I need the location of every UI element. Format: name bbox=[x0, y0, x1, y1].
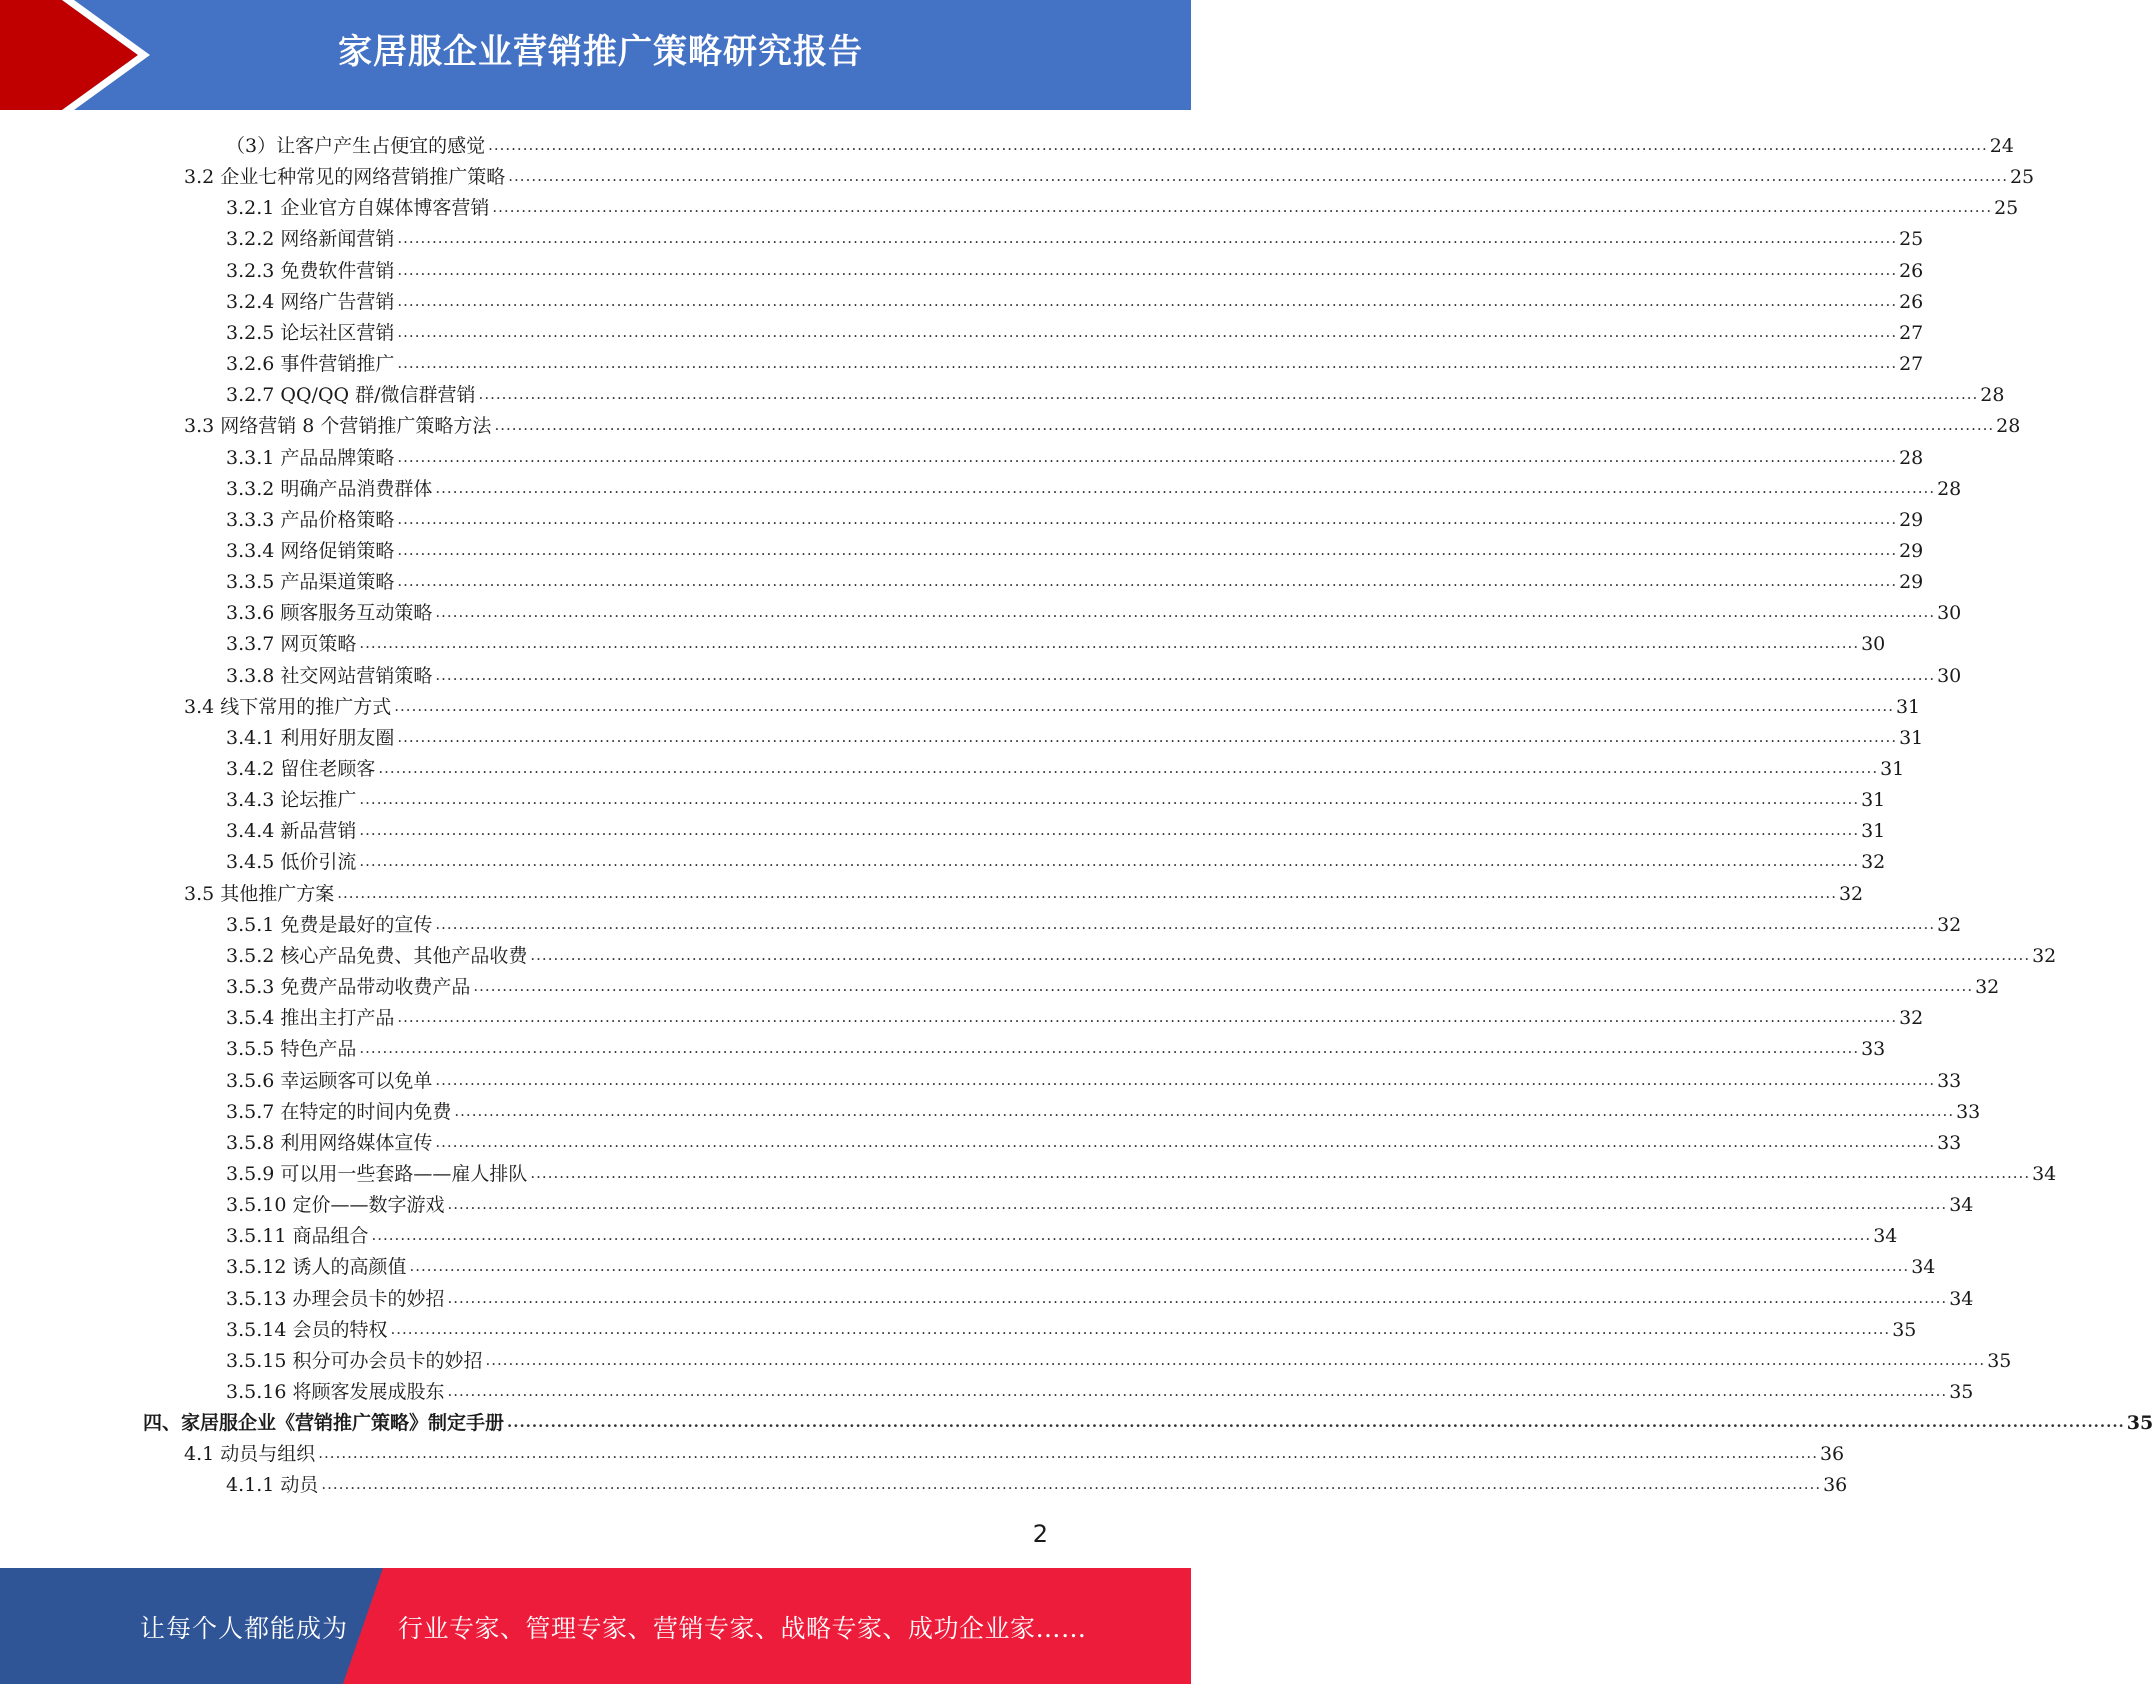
toc-entry-page: 34 bbox=[1873, 1225, 1898, 1248]
toc-entry-page: 32 bbox=[1975, 976, 2000, 999]
toc-leader-dots: .................................................................................................................................................................................................................................................................... bbox=[435, 914, 1936, 933]
toc-entry-page: 34 bbox=[1949, 1287, 1974, 1310]
toc-entry[interactable] bbox=[226, 968, 2000, 999]
toc-entry-label: 3.3.5 产品渠道策略 bbox=[226, 571, 395, 594]
toc-entry-label: 3.5.3 免费产品带动收费产品 bbox=[226, 976, 471, 999]
toc-leader-dots: .................................................................................................................................................................................................................................................................... bbox=[390, 1319, 1891, 1338]
toc-entry[interactable] bbox=[184, 875, 1864, 906]
toc-entry-label: （3）让客户产生占便宜的感觉 bbox=[226, 135, 486, 157]
toc-leader-dots: .................................................................................................................................................................................................................................................................... bbox=[397, 572, 1898, 591]
toc-entry[interactable] bbox=[226, 532, 1924, 563]
toc-entry-label: 3.4.4 新品营销 bbox=[226, 820, 357, 843]
toc-entry-page: 36 bbox=[1823, 1474, 1848, 1497]
toc-entry[interactable] bbox=[226, 750, 1905, 781]
toc-entry-label: 3.5.12 诱人的高颜值 bbox=[226, 1256, 407, 1279]
toc-entry[interactable] bbox=[226, 127, 2014, 158]
toc-leader-dots: .................................................................................................................................................................................................................................................................... bbox=[435, 603, 1936, 622]
toc-entry-page: 32 bbox=[1937, 913, 1962, 936]
toc-entry[interactable] bbox=[226, 376, 2005, 407]
toc-entry[interactable] bbox=[184, 1435, 1845, 1466]
toc-entry-page: 32 bbox=[2032, 944, 2057, 967]
toc-leader-dots: .................................................................................................................................................................................................................................................................... bbox=[492, 198, 1993, 217]
toc-leader-dots: .................................................................................................................................................................................................................................................................... bbox=[447, 1195, 1948, 1214]
toc-entry[interactable] bbox=[184, 158, 2035, 189]
toc-leader-dots: .................................................................................................................................................................................................................................................................... bbox=[397, 354, 1898, 373]
toc-entry-label: 3.3.7 网页策略 bbox=[226, 633, 357, 656]
footer-slogan-right: 行业专家、管理专家、营销专家、战略专家、成功企业家…… bbox=[398, 1614, 1087, 1643]
toc-leader-dots: .................................................................................................................................................................................................................................................................... bbox=[530, 1163, 2031, 1182]
toc-entry-label: 3.2.4 网络广告营销 bbox=[226, 290, 395, 313]
toc-entry[interactable] bbox=[226, 1155, 2057, 1186]
toc-entry-label: 3.2 企业七种常见的网络营销推广策略 bbox=[184, 166, 506, 189]
toc-entry-label: 3.4.2 留住老顾客 bbox=[226, 758, 376, 780]
toc-leader-dots: .................................................................................................................................................................................................................................................................... bbox=[371, 1226, 1872, 1245]
toc-leader-dots: .................................................................................................................................................................................................................................................................... bbox=[488, 136, 1988, 154]
toc-entry-label: 3.3.2 明确产品消费群体 bbox=[226, 477, 433, 500]
toc-entry[interactable] bbox=[226, 657, 1962, 688]
toc-entry[interactable] bbox=[226, 1186, 1974, 1217]
toc-entry-page: 29 bbox=[1899, 571, 1924, 594]
toc-entry-label: 3.3.3 产品价格策略 bbox=[226, 508, 395, 531]
page-number: 2 bbox=[1032, 1520, 1048, 1548]
toc-leader-dots: .................................................................................................................................................................................................................................................................... bbox=[478, 385, 1979, 404]
toc-entry-page: 31 bbox=[1861, 820, 1886, 843]
toc-leader-dots: .................................................................................................................................................................................................................................................................... bbox=[435, 1132, 1936, 1151]
toc-leader-dots: .................................................................................................................................................................................................................................................................... bbox=[337, 883, 1837, 902]
toc-entry-label: 3.5.7 在特定的时间内免费 bbox=[226, 1100, 452, 1123]
toc-entry-label: 3.5.1 免费是最好的宣传 bbox=[226, 913, 433, 936]
toc-entry-label: 3.3 网络营销 8 个营销推广策略方法 bbox=[184, 415, 492, 438]
toc-entry[interactable] bbox=[226, 470, 1962, 501]
toc-leader-dots: .................................................................................................................................................................................................................................................................... bbox=[447, 1288, 1948, 1307]
toc-entry[interactable] bbox=[226, 1466, 1848, 1497]
toc-entry[interactable] bbox=[226, 314, 1924, 345]
toc-entry-label: 3.2.1 企业官方自媒体博客营销 bbox=[226, 197, 490, 220]
toc-leader-dots: .................................................................................................................................................................................................................................................................... bbox=[359, 852, 1860, 871]
toc-entry-page: 28 bbox=[1980, 384, 2005, 407]
toc-entry-page: 30 bbox=[1937, 664, 1962, 687]
toc-entry-label: 3.3.4 网络促销策略 bbox=[226, 539, 395, 562]
toc-entry[interactable] bbox=[226, 906, 1962, 937]
toc-leader-dots: .................................................................................................................................................................................................................................................................... bbox=[397, 727, 1898, 746]
toc-entry-label: 3.5.11 商品组合 bbox=[226, 1225, 369, 1248]
toc-entry-page: 24 bbox=[1989, 135, 2014, 157]
toc-entry-page: 33 bbox=[1937, 1069, 1962, 1092]
toc-entry-page: 25 bbox=[1994, 197, 2019, 220]
toc-entry[interactable] bbox=[226, 1373, 1974, 1404]
toc-entry[interactable] bbox=[226, 439, 1924, 470]
toc-leader-dots: .................................................................................................................................................................................................................................................................... bbox=[359, 790, 1860, 809]
toc-entry-label: 3.5.5 特色产品 bbox=[226, 1038, 357, 1061]
toc-entry[interactable] bbox=[226, 220, 1924, 251]
toc-entry-page: 29 bbox=[1899, 508, 1924, 531]
toc-leader-dots: .................................................................................................................................................................................................................................................................... bbox=[435, 665, 1936, 684]
toc-entry-page: 35 bbox=[1987, 1349, 2012, 1372]
toc-entry-label: 3.4.1 利用好朋友圈 bbox=[226, 726, 395, 749]
toc-entry-label: 3.5.4 推出主打产品 bbox=[226, 1007, 395, 1030]
toc-entry-label: 3.5.14 会员的特权 bbox=[226, 1318, 388, 1341]
toc-entry-label: 3.5.13 办理会员卡的妙招 bbox=[226, 1287, 445, 1310]
toc-entry-page: 27 bbox=[1899, 321, 1924, 344]
toc-entry[interactable] bbox=[226, 843, 1886, 874]
toc-entry-label: 3.3.1 产品品牌策略 bbox=[226, 446, 395, 469]
toc-entry-label: 3.5.6 幸运顾客可以免单 bbox=[226, 1069, 433, 1092]
toc-entry[interactable] bbox=[226, 252, 1924, 283]
toc-entry-page: 28 bbox=[1996, 415, 2021, 438]
toc-entry-page: 28 bbox=[1899, 446, 1924, 469]
toc-entry[interactable] bbox=[226, 812, 1886, 843]
toc-entry-page: 31 bbox=[1899, 726, 1924, 749]
toc-entry[interactable] bbox=[226, 1342, 2012, 1373]
toc-entry-label: 3.2.6 事件营销推广 bbox=[226, 353, 395, 376]
toc-entry-label: 4.1 动员与组织 bbox=[184, 1443, 316, 1466]
toc-entry-label: 3.2.2 网络新闻营销 bbox=[226, 228, 395, 251]
toc-entry[interactable] bbox=[226, 501, 1924, 532]
toc-entry[interactable] bbox=[226, 1217, 1898, 1248]
toc-entry-page: 32 bbox=[1861, 851, 1886, 874]
toc-leader-dots: .................................................................................................................................................................................................................................................................... bbox=[359, 821, 1860, 840]
toc-entry[interactable] bbox=[143, 1404, 2153, 1435]
toc-entry-label: 3.5.16 将顾客发展成股东 bbox=[226, 1381, 445, 1403]
toc-entry-page: 30 bbox=[1937, 602, 1962, 625]
toc-entry[interactable] bbox=[226, 937, 2057, 968]
toc-entry[interactable] bbox=[226, 189, 2019, 220]
toc-leader-dots: .................................................................................................................................................................................................................................................................... bbox=[409, 1257, 1910, 1276]
toc-leader-dots: .................................................................................................................................................................................................................................................................... bbox=[473, 977, 1974, 996]
toc-leader-dots: .................................................................................................................................................................................................................................................................... bbox=[397, 1008, 1898, 1027]
toc-entry-label: 3.4.5 低价引流 bbox=[226, 851, 357, 874]
document-title: 家居服企业营销推广策略研究报告 bbox=[338, 32, 863, 72]
toc-entry[interactable] bbox=[184, 688, 1921, 719]
toc-entry-page: 26 bbox=[1899, 259, 1924, 282]
toc-entry-label: 3.5.8 利用网络媒体宣传 bbox=[226, 1131, 433, 1154]
toc-leader-dots: .................................................................................................................................................................................................................................................................... bbox=[485, 1350, 1986, 1369]
toc-entry-label: 4.1.1 动员 bbox=[226, 1474, 319, 1497]
toc-leader-dots: .................................................................................................................................................................................................................................................................... bbox=[378, 759, 1879, 777]
toc-leader-dots: .................................................................................................................................................................................................................................................................... bbox=[359, 634, 1860, 653]
header-band bbox=[0, 0, 1191, 110]
toc-entry-page: 31 bbox=[1880, 758, 1905, 780]
toc-leader-dots: .................................................................................................................................................................................................................................................................... bbox=[435, 1070, 1936, 1089]
toc-entry-page: 35 bbox=[1892, 1318, 1917, 1341]
toc-entry-page: 25 bbox=[1899, 228, 1924, 251]
toc-leader-dots: .................................................................................................................................................................................................................................................................... bbox=[397, 322, 1898, 341]
toc-entry-page: 32 bbox=[1899, 1007, 1924, 1030]
toc-leader-dots: .................................................................................................................................................................................................................................................................... bbox=[397, 260, 1898, 279]
toc-entry-page: 35 bbox=[2126, 1412, 2153, 1435]
toc-entry-label: 3.4 线下常用的推广方式 bbox=[184, 695, 392, 718]
toc-entry-page: 33 bbox=[1937, 1131, 1962, 1154]
toc-entry[interactable] bbox=[226, 1311, 1917, 1342]
toc-leader-dots: .................................................................................................................................................................................................................................................................... bbox=[508, 167, 2008, 186]
toc-entry-page: 30 bbox=[1861, 633, 1886, 656]
toc-entry-page: 34 bbox=[2032, 1162, 2057, 1185]
toc-leader-dots: .................................................................................................................................................................................................................................................................... bbox=[359, 1039, 1860, 1058]
toc-entry-label: 四、家居服企业《营销推广策略》制定手册 bbox=[143, 1412, 505, 1435]
toc-entry-label: 3.5.9 可以用一些套路——雇人排队 bbox=[226, 1162, 528, 1185]
toc-entry-page: 27 bbox=[1899, 353, 1924, 376]
toc-entry-label: 3.3.8 社交网站营销策略 bbox=[226, 664, 433, 687]
toc-entry[interactable] bbox=[226, 719, 1924, 750]
toc-leader-dots: .................................................................................................................................................................................................................................................................... bbox=[397, 229, 1898, 248]
toc-leader-dots: .................................................................................................................................................................................................................................................................... bbox=[454, 1101, 1955, 1120]
toc-leader-dots: .................................................................................................................................................................................................................................................................... bbox=[397, 509, 1898, 528]
toc-entry-page: 34 bbox=[1911, 1256, 1936, 1279]
toc-entry-page: 31 bbox=[1895, 695, 1921, 718]
toc-entry[interactable] bbox=[226, 1093, 1981, 1124]
toc-entry-label: 3.5.2 核心产品免费、其他产品收费 bbox=[226, 944, 528, 967]
toc-entry[interactable] bbox=[226, 999, 1924, 1030]
toc-entry[interactable] bbox=[226, 1124, 1962, 1155]
toc-entry-page: 35 bbox=[1949, 1381, 1974, 1403]
toc-entry[interactable] bbox=[184, 407, 2021, 438]
toc-entry-page: 26 bbox=[1899, 290, 1924, 313]
toc-entry-page: 36 bbox=[1819, 1443, 1845, 1466]
toc-leader-dots: .................................................................................................................................................................................................................................................................... bbox=[394, 696, 1894, 715]
toc-entry[interactable] bbox=[226, 1280, 1974, 1311]
toc-entry[interactable] bbox=[226, 1030, 1886, 1061]
toc-leader-dots: .................................................................................................................................................................................................................................................................... bbox=[397, 447, 1898, 466]
toc-entry[interactable] bbox=[226, 781, 1886, 812]
toc-entry-page: 29 bbox=[1899, 539, 1924, 562]
toc-entry[interactable] bbox=[226, 563, 1924, 594]
toc-entry-page: 28 bbox=[1937, 477, 1962, 500]
toc-entry-label: 3.3.6 顾客服务互动策略 bbox=[226, 602, 433, 625]
toc-entry[interactable] bbox=[226, 1248, 1936, 1279]
toc-entry-page: 33 bbox=[1861, 1038, 1886, 1061]
toc-entry[interactable] bbox=[226, 625, 1886, 656]
toc-entry-label: 3.5.15 积分可办会员卡的妙招 bbox=[226, 1349, 483, 1372]
toc-entry-label: 3.4.3 论坛推广 bbox=[226, 789, 357, 812]
toc-leader-dots: .................................................................................................................................................................................................................................................................... bbox=[447, 1382, 1948, 1400]
toc-leader-dots: .................................................................................................................................................................................................................................................................... bbox=[435, 478, 1936, 497]
toc-entry-label: 3.2.3 免费软件营销 bbox=[226, 259, 395, 282]
toc-entry[interactable] bbox=[226, 1062, 1962, 1093]
toc-entry-page: 33 bbox=[1956, 1100, 1981, 1123]
toc-entry-label: 3.5.10 定价——数字游戏 bbox=[226, 1194, 445, 1217]
toc-leader-dots: .................................................................................................................................................................................................................................................................... bbox=[397, 540, 1898, 559]
footer-band bbox=[0, 1568, 1191, 1684]
toc-entry-label: 3.2.5 论坛社区营销 bbox=[226, 321, 395, 344]
toc-entry-page: 34 bbox=[1949, 1194, 1974, 1217]
toc-entry-page: 31 bbox=[1861, 789, 1886, 812]
toc-leader-dots: .................................................................................................................................................................................................................................................................... bbox=[318, 1444, 1818, 1463]
toc-leader-dots: .................................................................................................................................................................................................................................................................... bbox=[397, 291, 1898, 310]
toc-entry-page: 25 bbox=[2009, 166, 2035, 189]
toc-entry[interactable] bbox=[226, 345, 1924, 376]
toc-entry[interactable] bbox=[226, 283, 1924, 314]
toc-entry-label: 3.5 其他推广方案 bbox=[184, 882, 335, 905]
toc-entry-label: 3.2.7 QQ/QQ 群/微信群营销 bbox=[226, 384, 476, 407]
toc-leader-dots: .................................................................................................................................................................................................................................................................... bbox=[530, 945, 2031, 964]
toc-entry-page: 32 bbox=[1838, 882, 1864, 905]
footer-slogan-left: 让每个人都能成为 bbox=[140, 1614, 349, 1643]
toc-leader-dots: .................................................................................................................................................................................................................................................................... bbox=[507, 1413, 2125, 1432]
toc-leader-dots: .................................................................................................................................................................................................................................................................... bbox=[494, 416, 1995, 435]
toc-entry[interactable] bbox=[226, 594, 1962, 625]
toc-leader-dots: .................................................................................................................................................................................................................................................................... bbox=[321, 1475, 1822, 1494]
